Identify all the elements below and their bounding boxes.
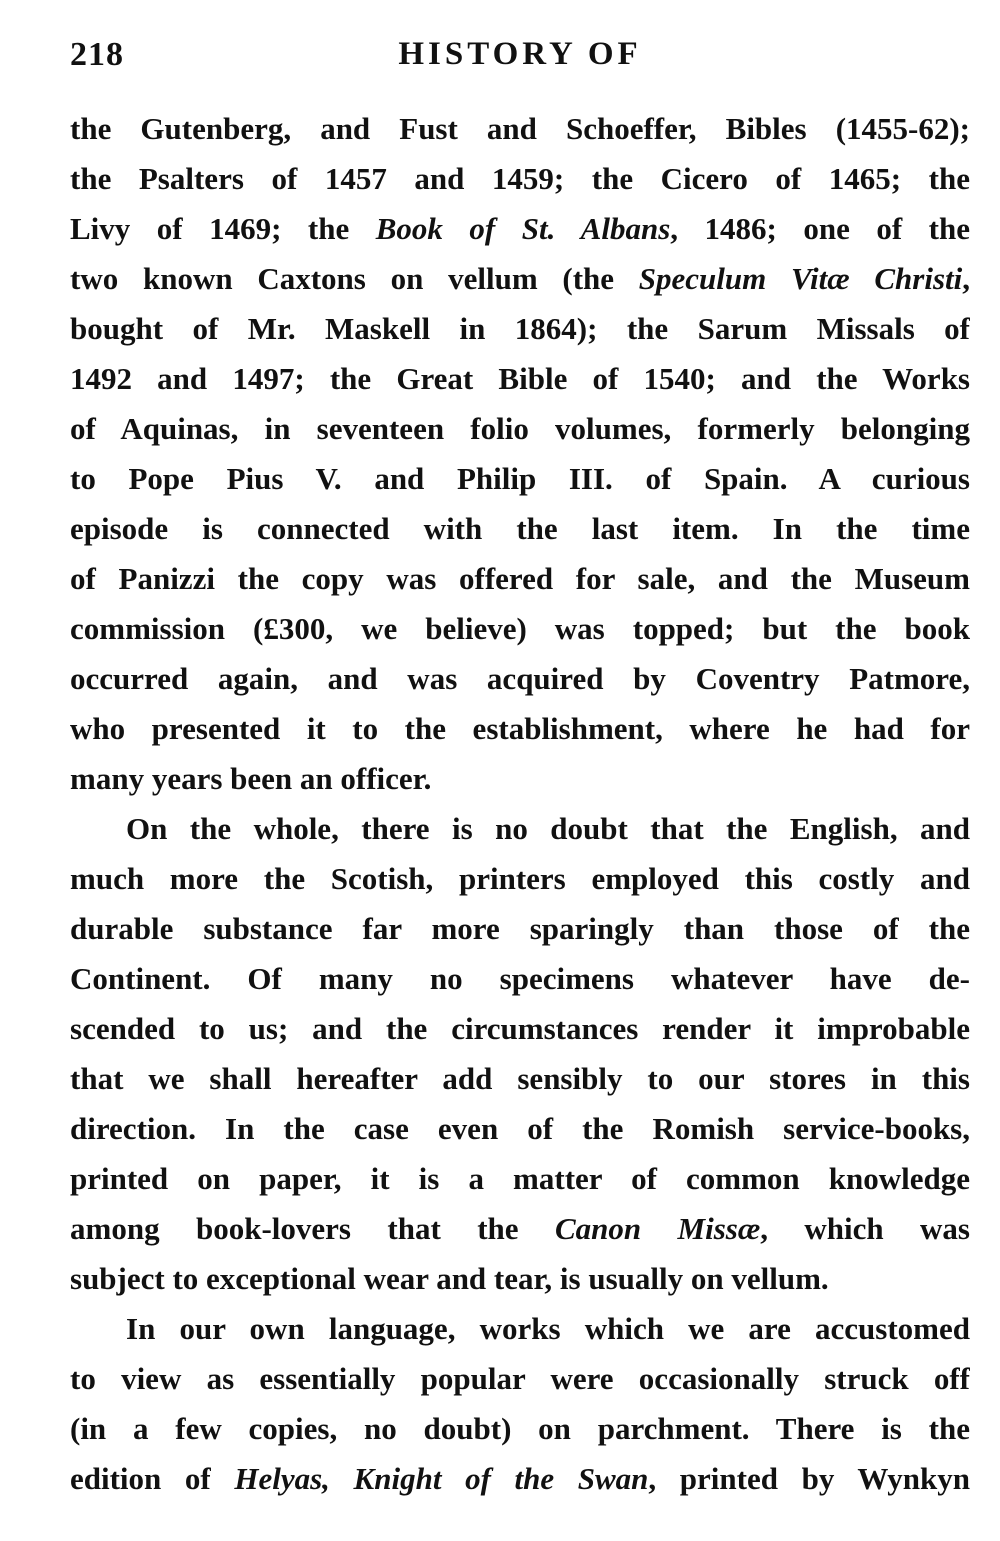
text-line-13: who presented it to the establishment, where he had for <box>70 711 970 746</box>
text-line-7: of Aquinas, in seventeen folio volumes, formerly belonging <box>70 411 970 446</box>
text-line-26: to view as essentially popular were occasionally struck off <box>70 1361 970 1396</box>
text-line-14: many years been an officer. <box>70 761 432 796</box>
text-line-12: occurred again, and was acquired by Coventry Patmore, <box>70 661 970 696</box>
text-line-16: much more the Scotish, printers employed this costly and <box>70 861 970 896</box>
text-line-28: edition of Helyas, Knight of the Swan, printed by Wynkyn <box>70 1461 970 1496</box>
text-line-1: the Gutenberg, and Fust and Schoeffer, Bibles (1455-62); <box>70 111 970 146</box>
italic-title-book-of-st-albans: Book of St. Albans <box>375 211 671 246</box>
text-line-6: 1492 and 1497; the Great Bible of 1540; and the Works <box>70 361 970 396</box>
text-line-25: In our own language, works which we are accustomed <box>126 1311 970 1346</box>
text-line-10: of Panizzi the copy was offered for sale, and the Museum <box>70 561 970 596</box>
text-line-24: subject to exceptional wear and tear, is usually on vellum. <box>70 1261 829 1296</box>
text-line-19: scended to us; and the circumstances render it improbable <box>70 1011 970 1046</box>
text-line-18: Continent. Of many no specimens whatever have de- <box>70 961 970 996</box>
text-line-8: to Pope Pius V. and Philip III. of Spain. A curious <box>70 461 970 496</box>
body-text <box>70 104 970 1504</box>
italic-title-speculum-vitae-christi: Speculum Vitæ Christi <box>638 261 963 296</box>
text-line-22: printed on paper, it is a matter of common knowledge <box>70 1161 970 1196</box>
page-header <box>70 36 970 86</box>
text-line-27: (in a few copies, no doubt) on parchment. There is the <box>70 1411 970 1446</box>
text-line-20: that we shall hereafter add sensibly to our stores in this <box>70 1061 970 1096</box>
text-line-17: durable substance far more sparingly than those of the <box>70 911 970 946</box>
italic-title-canon-missae: Canon Missæ <box>554 1211 761 1246</box>
text-line-21: direction. In the case even of the Romish service-books, <box>70 1111 970 1146</box>
page-number: 218 <box>70 36 124 73</box>
text-line-9: episode is connected with the last item. In the time <box>70 511 970 546</box>
italic-title-helyas-knight-of-the-swan: Helyas, Knight of the Swan <box>234 1461 649 1496</box>
text-line-5: bought of Mr. Maskell in 1864); the Sarum Missals of <box>70 311 970 346</box>
running-title: HISTORY OF <box>398 36 642 72</box>
text-line-15: On the whole, there is no doubt that the English, and <box>126 811 970 846</box>
text-line-23: among book-lovers that the Canon Missæ, which was <box>70 1211 970 1246</box>
text-line-3: Livy of 1469; the Book of St. Albans, 1486; one of the <box>70 211 970 246</box>
text-line-4: two known Caxtons on vellum (the Speculum Vitæ Christi, <box>70 261 970 296</box>
text-line-11: commission (£300, we believe) was topped; but the book <box>70 611 970 646</box>
text-line-2: the Psalters of 1457 and 1459; the Cicero of 1465; the <box>70 161 970 196</box>
